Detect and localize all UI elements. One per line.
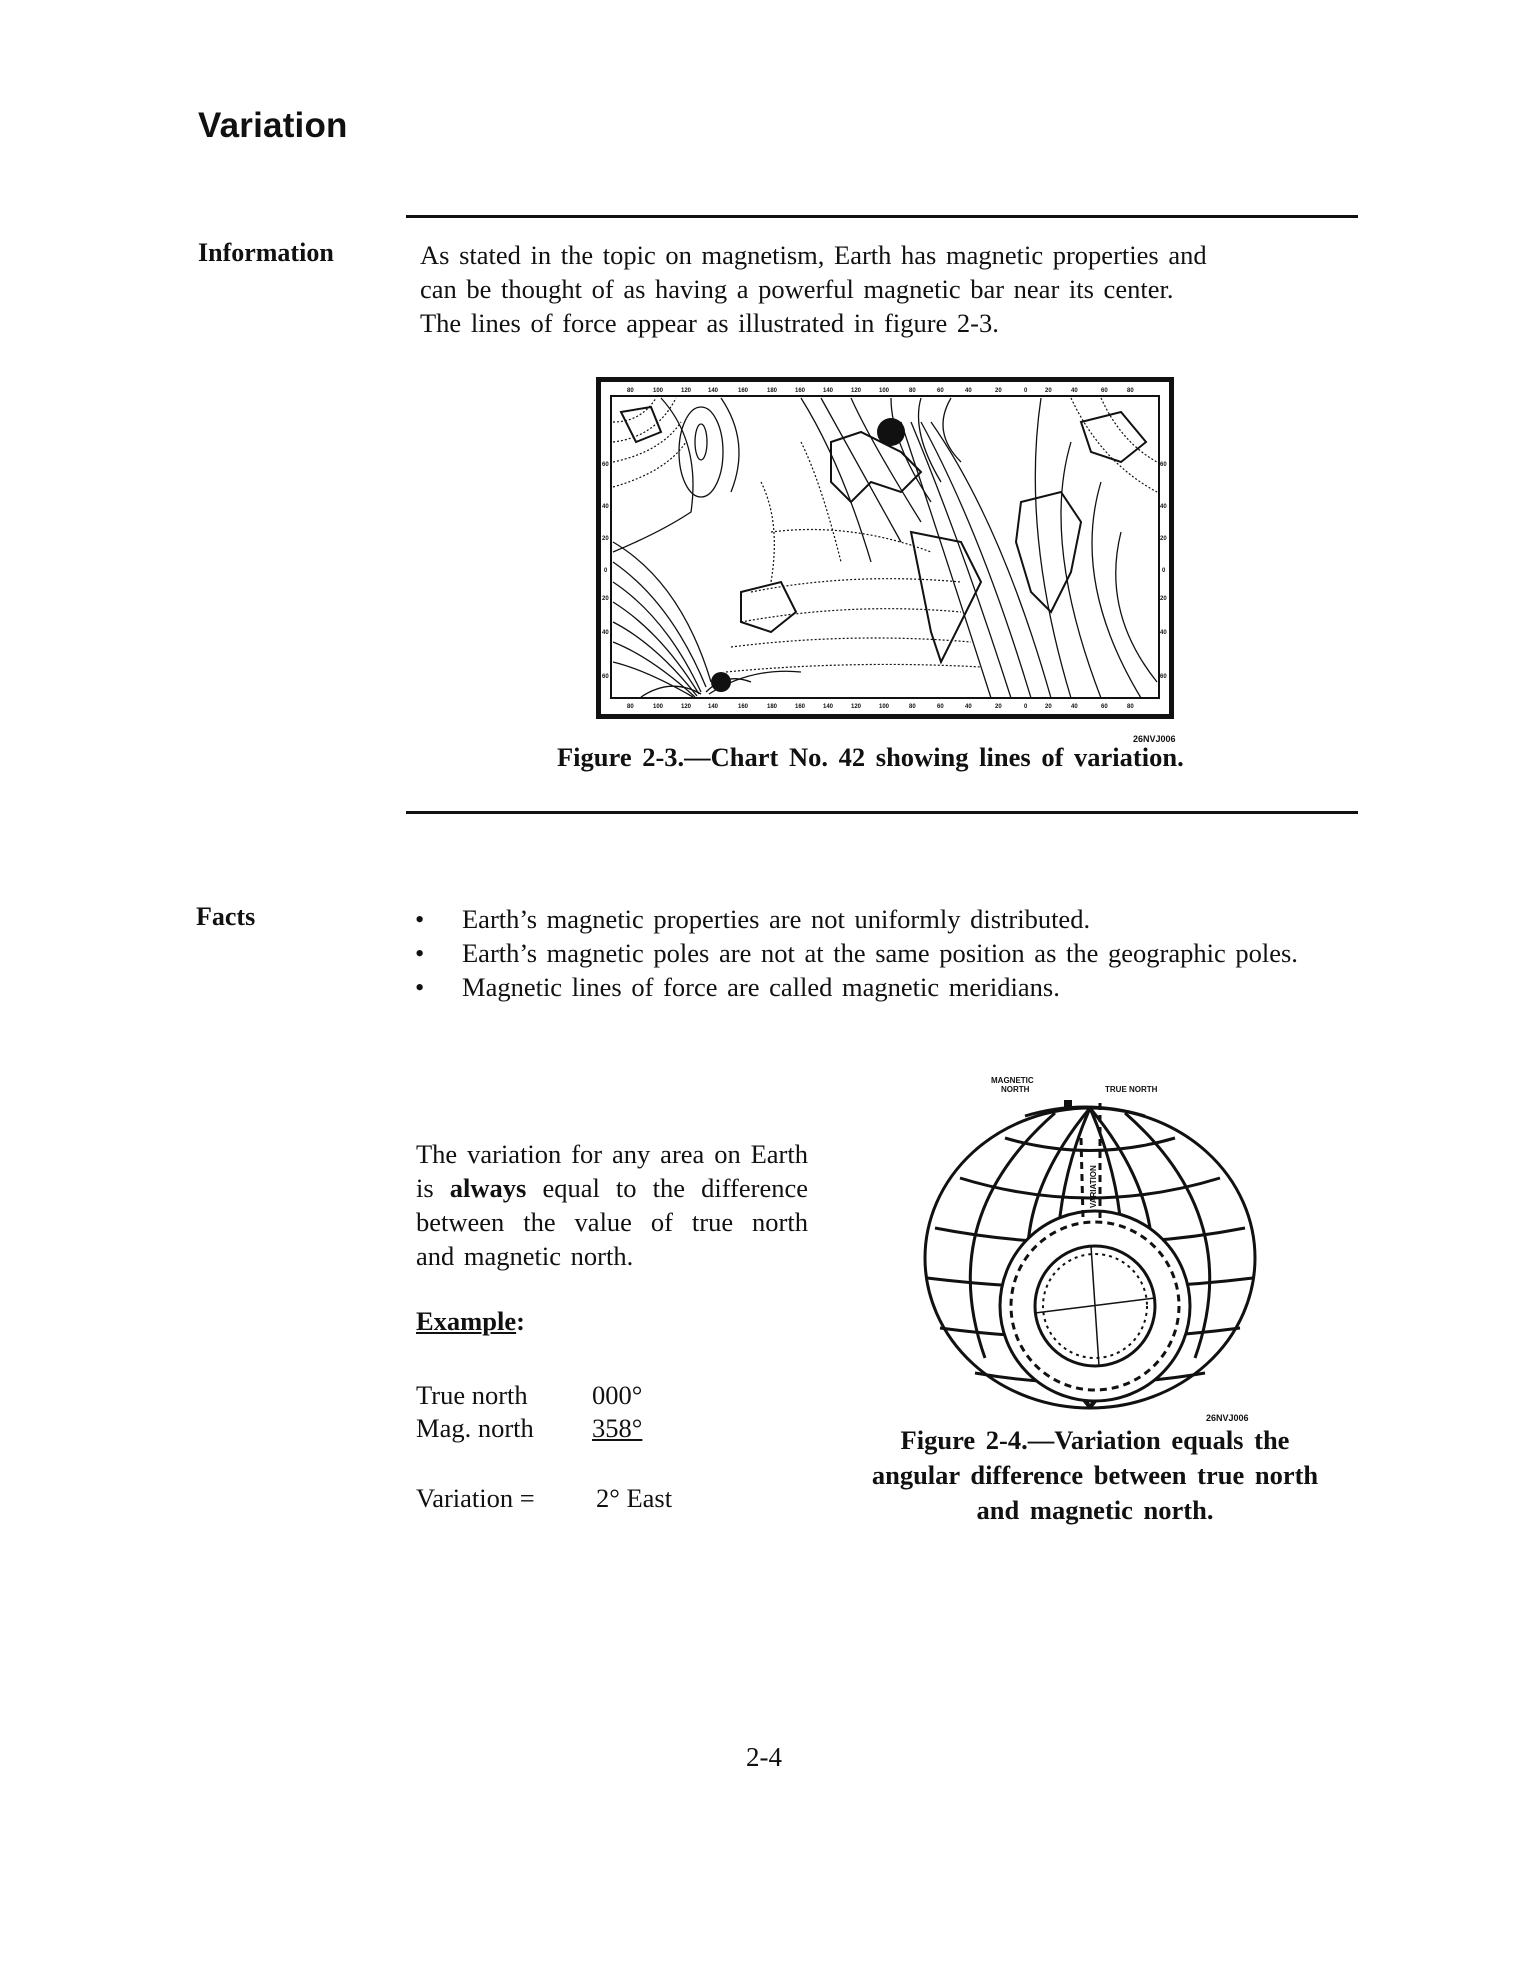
svg-text:160: 160 bbox=[795, 704, 806, 710]
svg-text:20: 20 bbox=[602, 596, 609, 602]
svg-text:160: 160 bbox=[795, 388, 806, 394]
svg-text:80: 80 bbox=[627, 704, 634, 710]
svg-text:40: 40 bbox=[1160, 630, 1167, 636]
page-title: Variation bbox=[198, 106, 348, 145]
svg-text:100: 100 bbox=[879, 388, 890, 394]
svg-text:180: 180 bbox=[767, 388, 778, 394]
svg-text:40: 40 bbox=[965, 388, 972, 394]
bullet-icon: • bbox=[415, 904, 425, 934]
svg-text:40: 40 bbox=[602, 504, 609, 510]
section-divider-top bbox=[406, 215, 1358, 218]
svg-text:140: 140 bbox=[708, 704, 719, 710]
example-heading bbox=[416, 1306, 525, 1337]
example-value: 358° bbox=[592, 1413, 643, 1443]
svg-text:60: 60 bbox=[1101, 388, 1108, 394]
svg-text:20: 20 bbox=[1045, 704, 1052, 710]
svg-text:20: 20 bbox=[995, 388, 1002, 394]
svg-text:80: 80 bbox=[627, 388, 634, 394]
example-row-true-north bbox=[416, 1380, 642, 1411]
figure-2-4-code: 26NVJ006 bbox=[1206, 1413, 1249, 1423]
svg-text:80: 80 bbox=[909, 704, 916, 710]
svg-text:20: 20 bbox=[1045, 388, 1052, 394]
svg-text:60: 60 bbox=[937, 388, 944, 394]
note-text: The variation for any area on Earth is bbox=[416, 1139, 808, 1203]
svg-text:140: 140 bbox=[823, 704, 834, 710]
true-north-label: TRUE NORTH bbox=[1105, 1085, 1158, 1094]
example-row-mag-north bbox=[416, 1413, 642, 1444]
variation-label: VARIATION bbox=[1089, 1165, 1098, 1208]
bullet-icon: • bbox=[415, 972, 425, 1002]
fact-text: Earth’s magnetic properties are not uniformly distributed. bbox=[462, 904, 1091, 934]
facts-label: Facts bbox=[196, 902, 256, 931]
information-line: As stated in the topic on magnetism, Earth has magnetic properties and bbox=[420, 240, 1207, 270]
svg-text:20: 20 bbox=[1160, 536, 1167, 542]
example-label-colon: : bbox=[516, 1306, 525, 1336]
svg-text:40: 40 bbox=[965, 704, 972, 710]
svg-text:20: 20 bbox=[602, 536, 609, 542]
svg-text:180: 180 bbox=[767, 704, 778, 710]
svg-text:120: 120 bbox=[681, 704, 692, 710]
globe-compass-icon bbox=[905, 1068, 1275, 1418]
svg-text:60: 60 bbox=[1160, 674, 1167, 680]
information-line: can be thought of as having a powerful magnetic bar near its center. bbox=[420, 274, 1174, 304]
svg-text:120: 120 bbox=[851, 704, 862, 710]
svg-text:0: 0 bbox=[1162, 568, 1166, 574]
figure-2-4-caption bbox=[840, 1423, 1350, 1528]
caption-line: Figure 2-4.—Variation equals the bbox=[900, 1425, 1290, 1455]
svg-text:60: 60 bbox=[602, 462, 609, 468]
svg-text:80: 80 bbox=[1127, 704, 1134, 710]
svg-text:120: 120 bbox=[851, 388, 862, 394]
magnetic-north-label: MAGNETIC bbox=[991, 1076, 1034, 1085]
svg-text:140: 140 bbox=[708, 388, 719, 394]
example-key: Variation = bbox=[416, 1483, 535, 1513]
svg-text:20: 20 bbox=[1160, 596, 1167, 602]
page-number: 2-4 bbox=[746, 1742, 782, 1772]
figure-2-3-code: 26NVJ006 bbox=[1133, 734, 1176, 744]
svg-text:100: 100 bbox=[653, 704, 664, 710]
svg-text:60: 60 bbox=[602, 674, 609, 680]
fact-item bbox=[410, 970, 1330, 1004]
information-paragraph bbox=[420, 238, 1300, 340]
magnetic-north-label: NORTH bbox=[1001, 1085, 1030, 1094]
fact-text: Magnetic lines of force are called magnetic meridians. bbox=[462, 972, 1060, 1002]
figure-2-3-caption: Figure 2-3.—Chart No. 42 showing lines of variation. bbox=[557, 742, 1184, 772]
svg-text:60: 60 bbox=[937, 704, 944, 710]
svg-text:160: 160 bbox=[738, 388, 749, 394]
information-line: The lines of force appear as illustrated in figure 2-3. bbox=[420, 308, 999, 338]
example-value: 000° bbox=[592, 1380, 643, 1410]
caption-line: angular difference between true north bbox=[871, 1460, 1319, 1490]
svg-text:0: 0 bbox=[1024, 704, 1028, 710]
globe-variation-figure bbox=[905, 1068, 1275, 1418]
note-text: equal to the difference between the value of true north and magnetic north. bbox=[416, 1173, 809, 1271]
information-label: Information bbox=[198, 238, 334, 267]
example-row-variation bbox=[416, 1483, 672, 1514]
example-key: Mag. north bbox=[416, 1413, 534, 1443]
example-label-text: Example bbox=[416, 1306, 517, 1336]
svg-text:20: 20 bbox=[995, 704, 1002, 710]
variation-definition bbox=[416, 1137, 808, 1273]
svg-text:0: 0 bbox=[604, 568, 608, 574]
fact-text: Earth’s magnetic poles are not at the same position as the geographic poles. bbox=[462, 938, 1298, 968]
svg-text:160: 160 bbox=[738, 704, 749, 710]
svg-text:40: 40 bbox=[1160, 504, 1167, 510]
svg-text:100: 100 bbox=[653, 388, 664, 394]
bullet-icon: • bbox=[415, 938, 425, 968]
svg-text:120: 120 bbox=[681, 388, 692, 394]
svg-text:60: 60 bbox=[1160, 462, 1167, 468]
svg-text:40: 40 bbox=[1071, 704, 1078, 710]
svg-text:80: 80 bbox=[1127, 388, 1134, 394]
facts-bullet-list bbox=[410, 902, 1330, 1004]
svg-text:100: 100 bbox=[879, 704, 890, 710]
example-value: 2° East bbox=[596, 1483, 673, 1513]
svg-text:40: 40 bbox=[602, 630, 609, 636]
svg-text:0: 0 bbox=[1024, 388, 1028, 394]
caption-line: and magnetic north. bbox=[976, 1495, 1214, 1525]
example-key: True north bbox=[416, 1380, 528, 1410]
isogonic-lines-map-icon bbox=[601, 382, 1169, 714]
fact-item bbox=[410, 902, 1330, 936]
svg-text:60: 60 bbox=[1101, 704, 1108, 710]
fact-item bbox=[410, 936, 1330, 970]
note-emphasis: always bbox=[449, 1173, 527, 1203]
section-divider-bottom bbox=[406, 811, 1358, 814]
svg-text:140: 140 bbox=[823, 388, 834, 394]
variation-chart-figure bbox=[596, 377, 1174, 719]
svg-text:80: 80 bbox=[909, 388, 916, 394]
svg-text:40: 40 bbox=[1071, 388, 1078, 394]
